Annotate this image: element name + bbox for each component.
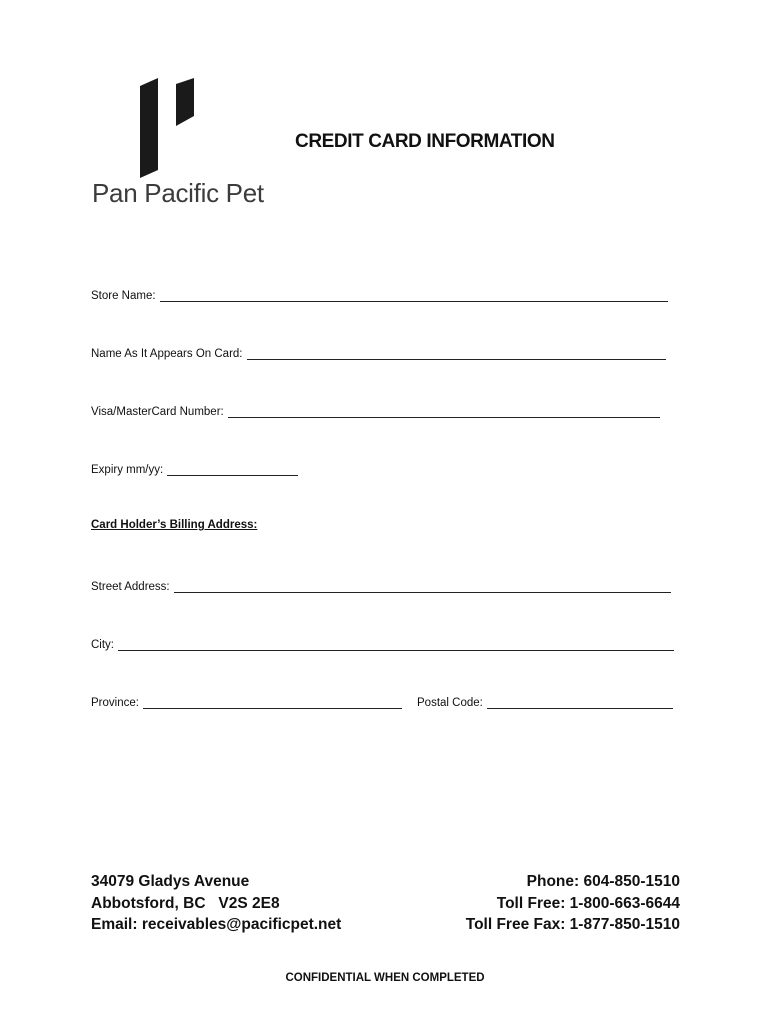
billing-address-heading: Card Holder’s Billing Address: (91, 519, 258, 531)
logo-mark-icon (140, 78, 200, 178)
street-address-label: Street Address: (91, 581, 170, 593)
city-label: City: (91, 639, 114, 651)
city-line[interactable] (118, 637, 674, 651)
expiry-label: Expiry mm/yy: (91, 464, 164, 476)
province-label: Province: (91, 697, 139, 709)
street-address-field[interactable] (91, 577, 671, 593)
postal-code-line[interactable] (487, 695, 673, 709)
province-field[interactable] (91, 693, 402, 709)
street-address-line[interactable] (174, 579, 671, 593)
name-on-card-line[interactable] (247, 346, 666, 360)
name-on-card-label: Name As It Appears On Card: (91, 348, 243, 360)
page-title: CREDIT CARD INFORMATION (295, 131, 555, 152)
footer-toll-free-fax: Toll Free Fax: 1-877-850-1510 (465, 916, 680, 933)
postal-code-field[interactable] (417, 693, 673, 709)
name-on-card-field[interactable] (91, 344, 666, 360)
card-number-label: Visa/MasterCard Number: (91, 406, 224, 418)
card-number-line[interactable] (228, 404, 660, 418)
postal-code-label: Postal Code: (417, 697, 483, 709)
province-line[interactable] (143, 695, 402, 709)
footer-address-line1: 34079 Gladys Avenue (91, 873, 250, 890)
confidential-notice: CONFIDENTIAL WHEN COMPLETED (285, 972, 485, 984)
store-name-label: Store Name: (91, 290, 156, 302)
footer-toll-free: Toll Free: 1-800-663-6644 (496, 894, 680, 912)
city-field[interactable] (91, 635, 674, 651)
footer-phone: Phone: 604-850-1510 (526, 873, 680, 890)
company-logo (92, 78, 262, 213)
footer-email: Email: receivables@pacificpet.net (91, 916, 342, 933)
store-name-line[interactable] (160, 288, 668, 302)
logo-text: Pan Pacific Pet (92, 178, 264, 208)
card-number-field[interactable] (91, 402, 660, 418)
store-name-field[interactable] (91, 286, 668, 302)
footer-address-line2: Abbotsford, BC V2S 2E8 (91, 894, 280, 912)
footer-contact-block (466, 871, 680, 936)
footer-address-block (91, 871, 341, 936)
expiry-line[interactable] (167, 462, 298, 476)
expiry-field[interactable] (91, 460, 298, 476)
